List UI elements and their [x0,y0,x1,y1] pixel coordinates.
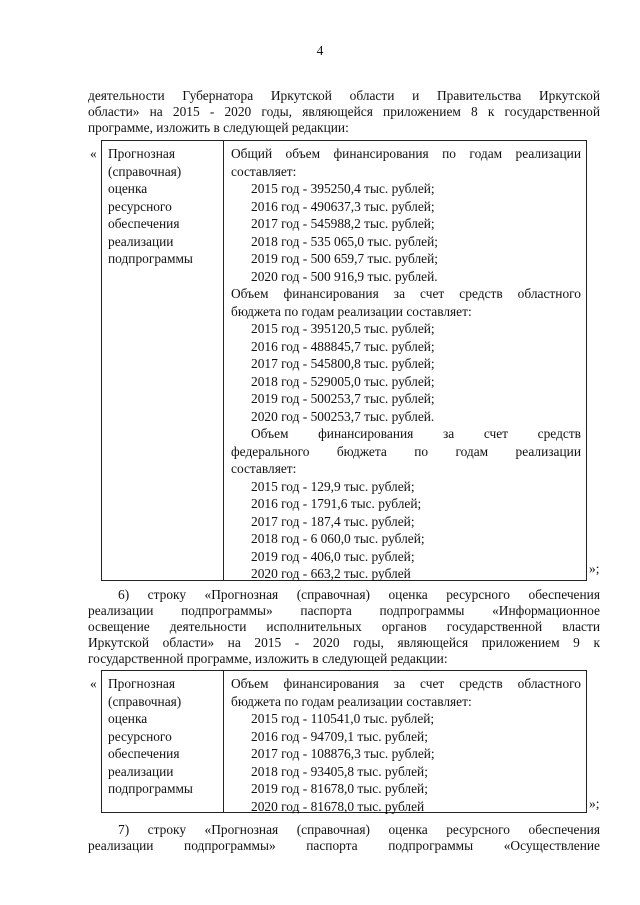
table2-quote-open: « [90,676,97,691]
paragraph6-line-5: государственной программе, изложить в следующей редакции: [88,651,448,666]
table1-federal-heading: составляет: [231,461,297,476]
table2-label-line: реализации [108,763,174,779]
table1-total-year: 2017 год - 545988,2 тыс. рублей; [251,216,435,231]
table1-total-year: 2020 год - 500 916,9 тыс. рублей. [251,268,438,284]
table1-federal-year: 2020 год - 663,2 тыс. рублей [251,566,411,581]
intro-line-1: деятельности Губернатора Иркутской области и Правительства Иркутской [88,88,600,103]
paragraph6-line-2: реализации подпрограммы» паспорта подпрограммы «Информационное [88,603,600,618]
table1-regional-year: 2017 год - 545800,8 тыс. рублей; [251,356,435,371]
paragraph7-line-1: 7) строку «Прогнозная (справочная) оценка ресурсного обеспечения [118,822,600,837]
table2-label-line: обеспечения [108,746,180,761]
table2-regional-year: 2015 год - 110541,0 тыс. рублей; [251,711,435,726]
table2-label-cell [108,675,218,798]
table2-label-line: Прогнозная [108,676,175,691]
table1-federal-year: 2015 год - 129,9 тыс. рублей; [251,478,415,494]
table1-quote-close: »; [589,561,600,576]
table1-total-year: 2015 год - 395250,4 тыс. рублей; [251,181,435,196]
table1-label-line: обеспечения [108,216,180,231]
table1-federal-heading: федерального бюджета по годам реализации [231,443,581,459]
table1-label-line: (справочная) [108,163,182,179]
paragraph7-line-2: реализации подпрограммы» паспорта подпрограммы «Осуществление [88,838,600,853]
table1-label-line: подпрограммы [108,251,193,266]
table1-label-cell [108,145,218,268]
table1-regional-year: 2016 год - 488845,7 тыс. рублей; [251,338,435,354]
table2-regional-year: 2018 год - 93405,8 тыс. рублей; [251,763,428,779]
table2-label-line: ресурсного [108,728,172,744]
table2-regional-heading: бюджета по годам реализации составляет: [231,693,472,709]
paragraph6-line-1: 6) строку «Прогнозная (справочная) оценка ресурсного обеспечения [118,587,600,602]
table1-federal-year: 2017 год - 187,4 тыс. рублей; [251,513,415,529]
table1-total-heading: Общий объем финансирования по годам реализации [231,146,581,161]
table1-label-line: реализации [108,233,174,249]
table1-regional-year: 2015 год - 395120,5 тыс. рублей; [251,321,435,336]
table2-column-divider [223,671,224,812]
table2 [101,670,587,813]
table2-label-line: подпрограммы [108,781,193,796]
table1-total-year: 2018 год - 535 065,0 тыс. рублей; [251,233,438,249]
table2-regional-year: 2017 год - 108876,3 тыс. рублей; [251,746,435,761]
table1-regional-heading: Объем финансирования за счет средств областного [231,286,581,301]
table2-content-cell [231,675,581,815]
table2-regional-heading: Объем финансирования за счет средств областного [231,676,581,691]
table1 [101,140,587,581]
table1-label-line: ресурсного [108,198,172,214]
table1-federal-year: 2018 год - 6 060,0 тыс. рублей; [251,531,425,546]
table1-regional-year: 2018 год - 529005,0 тыс. рублей; [251,373,435,389]
table1-column-divider [223,141,224,580]
table1-total-year: 2019 год - 500 659,7 тыс. рублей; [251,251,438,266]
table2-quote-close: »; [589,796,600,811]
table2-regional-year: 2020 год - 81678,0 тыс. рублей [251,798,425,814]
paragraph6-line-4: Иркутской области» на 2015 - 2020 годы, являющейся приложением 9 к [88,635,600,650]
table1-content-cell [231,145,581,583]
table1-regional-heading: бюджета по годам реализации составляет: [231,303,472,319]
intro-line-3: программе, изложить в следующей редакции: [88,120,349,135]
paragraph6-line-3: освещение деятельности исполнительных органов государственной власти [88,619,600,634]
table1-federal-year: 2016 год - 1791,6 тыс. рублей; [251,496,422,511]
table2-regional-year: 2019 год - 81678,0 тыс. рублей; [251,781,428,796]
table1-quote-open: « [90,146,97,161]
intro-line-2: области» на 2015 - 2020 годы, являющейся приложением 8 к государственной [88,104,600,119]
table1-regional-year: 2019 год - 500253,7 тыс. рублей; [251,391,435,406]
table2-regional-year: 2016 год - 94709,1 тыс. рублей; [251,728,428,744]
table1-label-line: оценка [108,181,148,196]
table2-label-line: оценка [108,711,148,726]
table1-federal-year: 2019 год - 406,0 тыс. рублей; [251,548,415,564]
table1-regional-year: 2020 год - 500253,7 тыс. рублей. [251,408,435,424]
table1-label-line: Прогнозная [108,146,175,161]
page-number: 4 [316,43,324,58]
table1-total-year: 2016 год - 490637,3 тыс. рублей; [251,198,435,214]
table1-federal-heading: Объем финансирования за счет средств [251,426,581,441]
table1-total-heading: составляет: [231,163,297,179]
table2-label-line: (справочная) [108,693,182,709]
